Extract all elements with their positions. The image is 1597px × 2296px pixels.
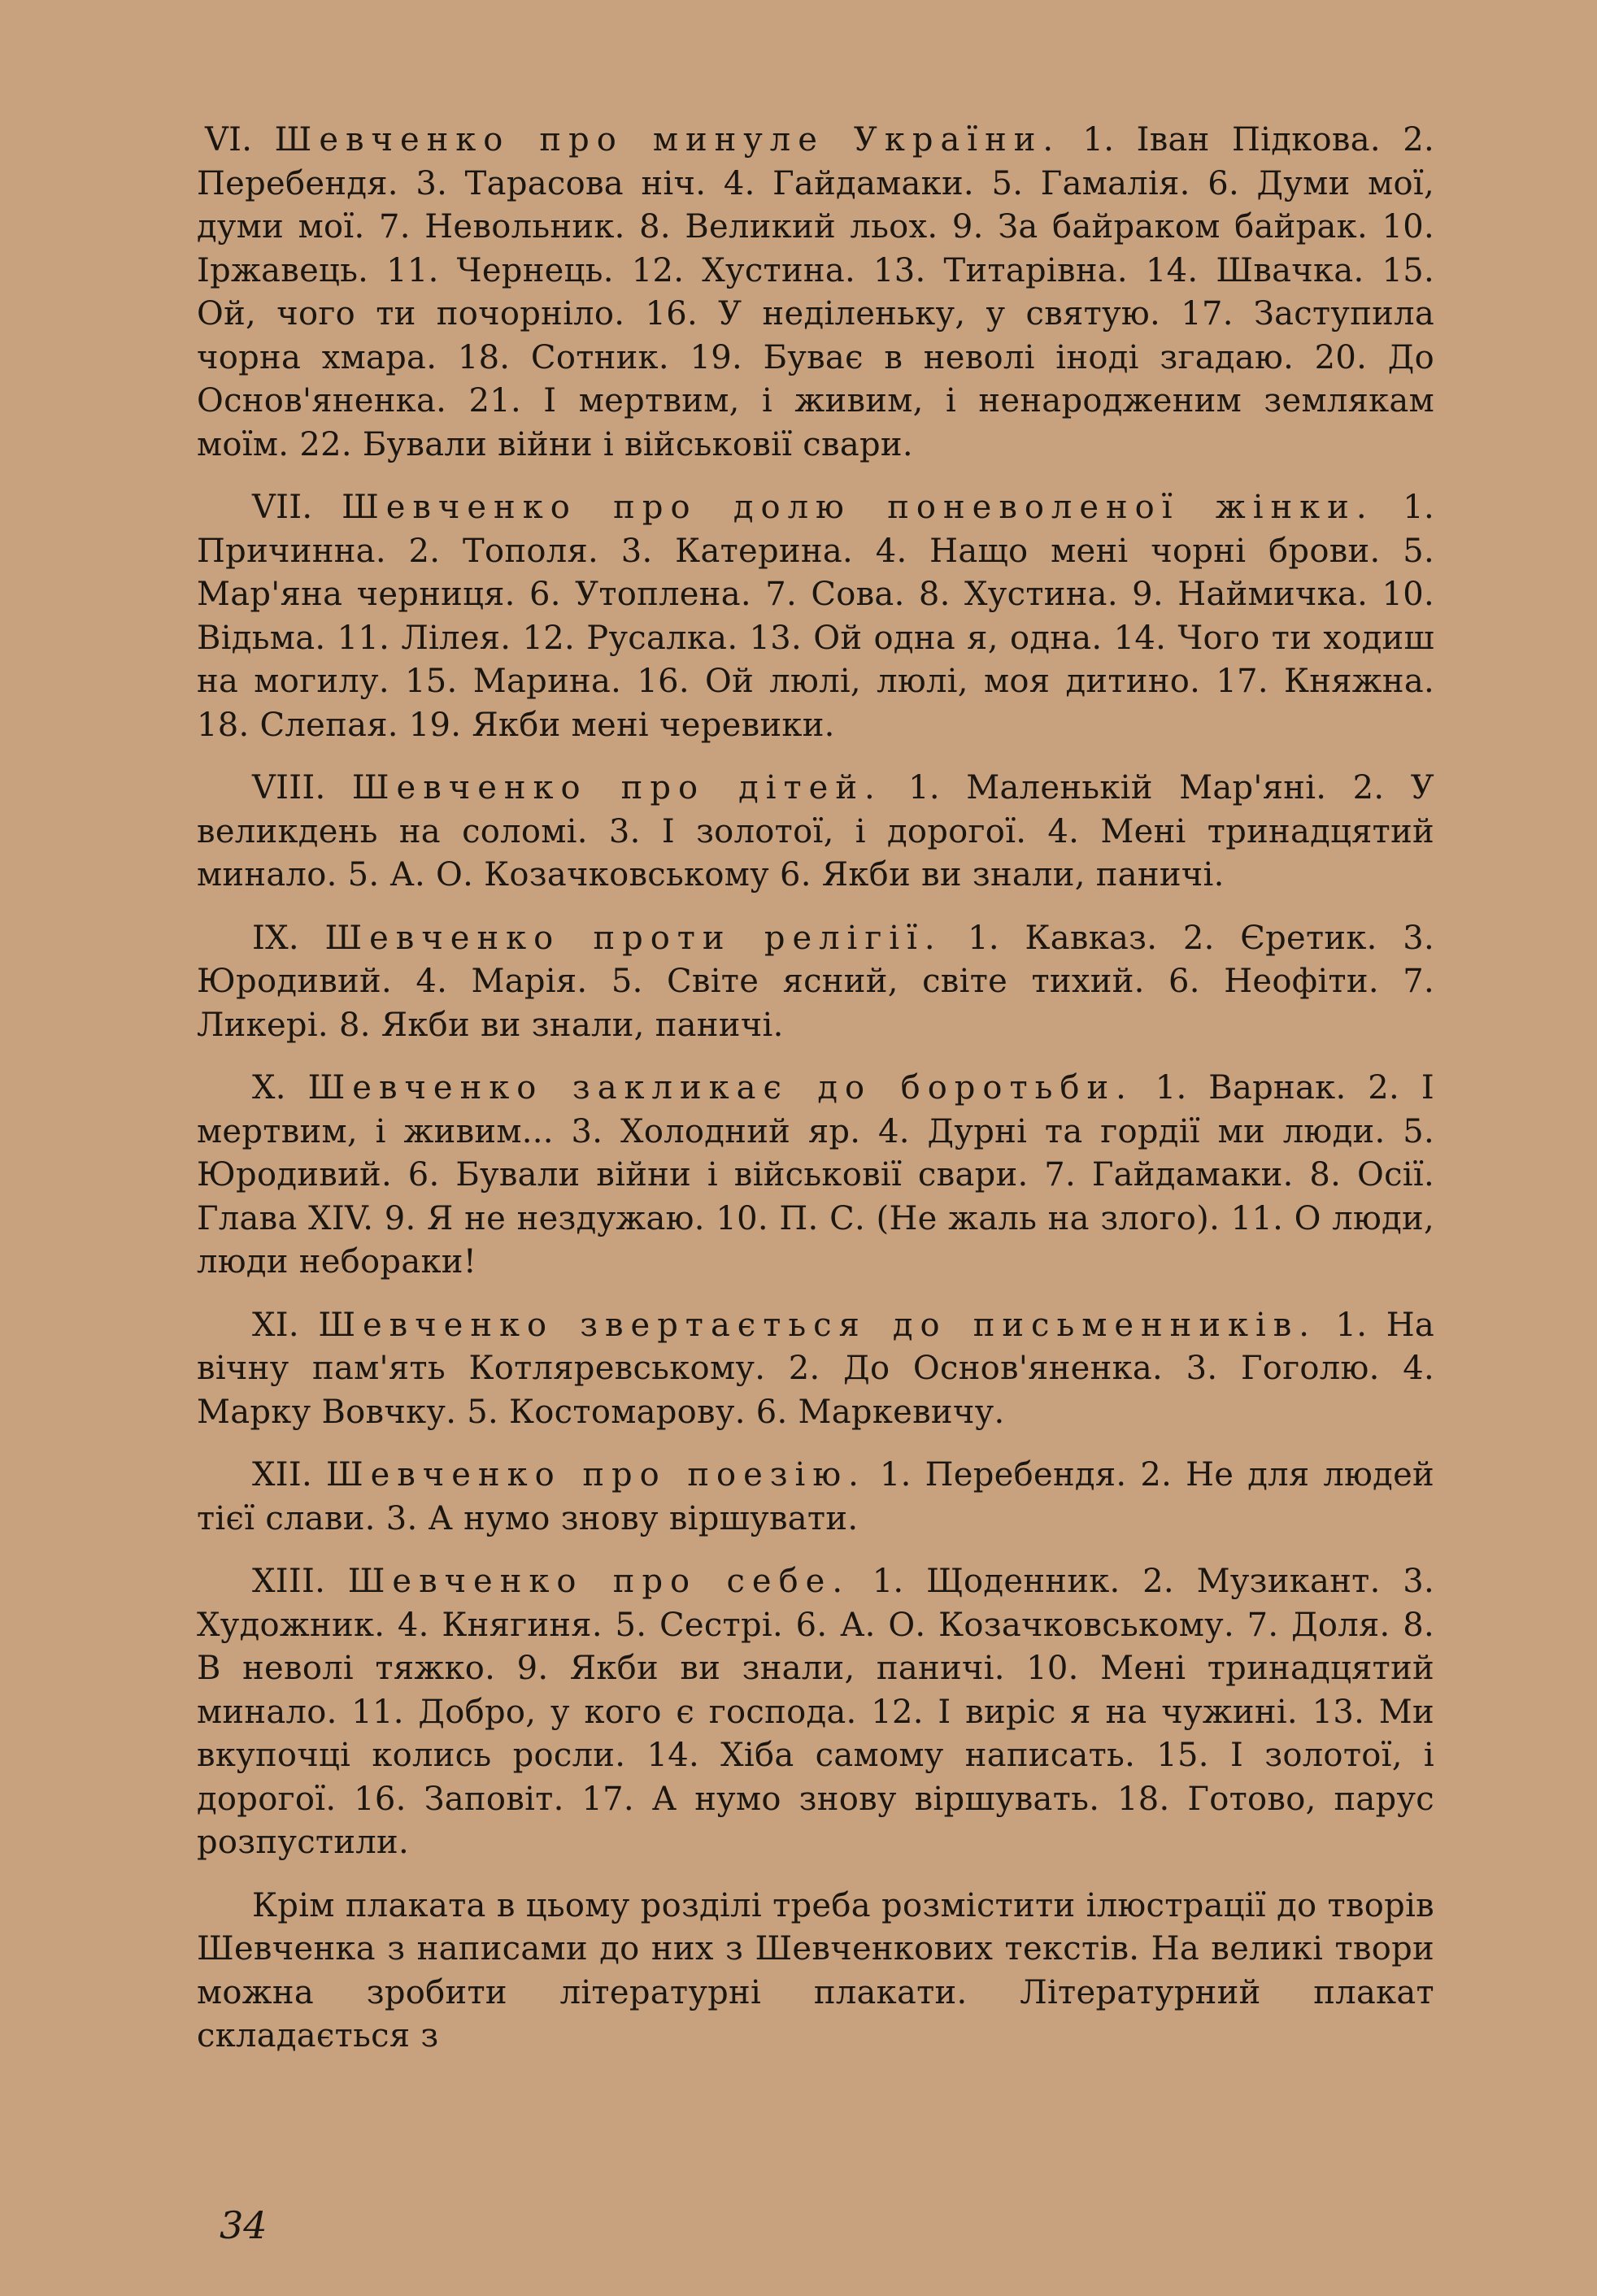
section-heading: Шевченко звертається до письменників. xyxy=(318,1306,1317,1344)
section-x xyxy=(197,1067,1434,1285)
section-body: 1. Іван Підкова. 2. Перебендя. 3. Тарасова ніч. 4. Гайдамаки. 5. Гамалія. 6. Думи мої, думи мої. 7. Невольник. 8. Великий льох. 9. За байраком байрак. 10. Іржавець. 11. Чернець. 12. Хустина. 13. Титарівна. 14. Швачка. 15. Ой, чого ти почорніло. 16. У неділеньку, у святую. 17. Заступила чорна хмара. 18. Сотник. 19. Буває в неволі іноді згадаю. 20. До Основ'яненка. 21. І мертвим, і живим, і ненародженим землякам моїм. 22. Бували війни і військовії свари. xyxy=(197,121,1434,463)
section-body: 1. Варнак. 2. І мертвим, і живим... 3. Холодний яр. 4. Дурні та гордії ми люди. 5. Юродивий. 6. Бували війни і військовії свари. 7. Гайдамаки. 8. Осії. Глава XIV. 9. Я не нездужаю. 10. П. С. (Не жаль на злого). 11. О люди, люди небораки! xyxy=(197,1069,1435,1281)
section-numeral: XIII. xyxy=(252,1563,326,1600)
section-numeral: X. xyxy=(252,1069,286,1107)
section-numeral: XII. xyxy=(252,1456,312,1494)
section-numeral: VIII. xyxy=(252,769,326,807)
section-vi xyxy=(197,119,1434,467)
section-heading: Шевченко про долю поневоленої жінки. xyxy=(342,489,1374,526)
section-numeral: XI. xyxy=(252,1306,299,1344)
section-heading: Шевченко про поезію. xyxy=(325,1456,866,1494)
section-heading: Шевченко про дітей. xyxy=(351,769,882,807)
section-xi xyxy=(197,1304,1434,1435)
section-body: 1. Перебендя. 2. Не для людей тієї слави. 3. А нумо знову віршувати. xyxy=(197,1456,1435,1537)
section-body: 1. Кавказ. 2. Єретик. 3. Юродивий. 4. Марія. 5. Світе ясний, світе тихий. 6. Неофіти. 7. Ликері. 8. Якби ви знали, паничі. xyxy=(197,919,1435,1044)
section-xii xyxy=(197,1454,1434,1541)
section-numeral: VII. xyxy=(252,489,313,526)
page-number: 34 xyxy=(220,2203,268,2247)
section-viii xyxy=(197,767,1434,898)
section-body: 1. Причинна. 2. Тополя. 3. Катерина. 4. Нащо мені чорні брови. 5. Мар'яна черниця. 6. Утоплена. 7. Сова. 8. Хустина. 9. Наймичка. 10. Відьма. 11. Лілея. 12. Русалка. 13. Ой одна я, одна. 14. Чого ти ходиш на могилу. 15. Марина. 16. Ой люлі, люлі, моя дитино. 17. Княжна. 18. Слепая. 19. Якби мені черевики. xyxy=(197,489,1434,744)
section-body: 1. Маленькій Мар'яні. 2. У великдень на соломі. 3. І золотої, і дорогої. 4. Мені тринадцятий минало. 5. А. О. Козачковському 6. Якби ви знали, паничі. xyxy=(197,769,1435,894)
closing-paragraph: Крім плаката в цьому розділі треба розмістити ілюстрації до творів Шевченка з написами до них з Шевченкових текстів. На великі твори можна зробити літературні плакати. Літературний плакат складається з xyxy=(197,1886,1434,2055)
section-body: 1. На вічну пам'ять Котляревському. 2. До Основ'яненка. 3. Гоголю. 4. Марку Вовчку. 5. Костомарову. 6. Маркевичу. xyxy=(197,1306,1435,1431)
section-heading: Шевченко проти релігії. xyxy=(324,919,942,957)
section-numeral: IX. xyxy=(252,919,299,957)
section-heading: Шевченко про себе. xyxy=(347,1563,851,1600)
section-ix xyxy=(197,917,1434,1048)
section-heading: Шевченко закликає до боротьби. xyxy=(307,1069,1134,1107)
section-xiii xyxy=(197,1560,1434,1865)
section-vii xyxy=(197,486,1434,747)
section-heading: Шевченко про минуле України. xyxy=(274,121,1061,159)
text-block xyxy=(197,119,1434,2078)
section-numeral: VI. xyxy=(205,121,253,159)
section-body: 1. Щоденник. 2. Музикант. 3. Художник. 4. Княгиня. 5. Сестрі. 6. А. О. Козачковському. 7. Доля. 8. В неволі тяжко. 9. Якби ви знали, паничі. 10. Мені тринадцятий минало. 11. Добро, у кого є господа. 12. І виріс я на чужині. 13. Ми вкупочці колись росли. 14. Хіба самому написать. 15. І золотої, і дорогої. 16. Заповіт. 17. А нумо знову віршувать. 18. Готово, парус розпустили. xyxy=(197,1563,1435,1861)
